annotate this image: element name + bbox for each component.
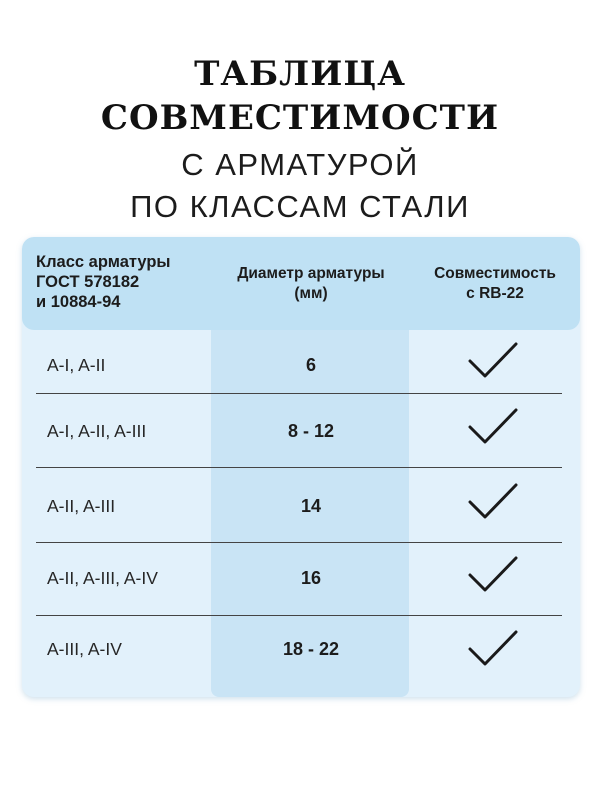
table-row-4-diameter: 16 <box>300 568 322 588</box>
header-class-line-2: ГОСТ 578182 <box>36 273 140 291</box>
table-row-1-class: A-I, A-II <box>47 355 106 375</box>
table-row-3-diameter: 14 <box>300 496 322 516</box>
table-row-4-class: A-II, A-III, A-IV <box>47 568 158 588</box>
check-icon <box>468 629 520 669</box>
row-divider <box>36 467 562 468</box>
table-row-2-diameter: 8 - 12 <box>287 421 335 441</box>
row-divider <box>36 542 562 543</box>
header-class <box>36 252 211 312</box>
page-title: ТАБЛИЦА СОВМЕСТИМОСТИ <box>100 54 500 138</box>
table-row-3-class: A-II, A-III <box>47 496 116 516</box>
title-block <box>0 52 600 228</box>
header-diameter <box>212 264 410 304</box>
table-row-5-class: A-III, A-IV <box>47 639 122 659</box>
header-class-line-1: Класс арматуры <box>36 253 171 271</box>
compatibility-table <box>22 237 580 697</box>
row-divider <box>36 615 562 616</box>
check-icon <box>468 555 520 595</box>
header-diameter-line-2: (мм) <box>294 285 328 302</box>
table-row-1-diameter: 6 <box>305 355 316 375</box>
header-diameter-line-1: Диаметр арматуры <box>237 265 385 282</box>
header-compat-line-1: Совместимость <box>434 265 556 282</box>
row-divider <box>36 393 562 394</box>
table-row-2-class: A-I, A-II, A-III <box>47 421 147 441</box>
check-icon <box>468 407 520 447</box>
page-subtitle-line-1: С АРМАТУРОЙ <box>181 147 419 182</box>
page-subtitle-line-2: ПО КЛАССАМ СТАЛИ <box>130 189 470 224</box>
check-icon <box>468 341 520 381</box>
table-header <box>22 237 580 330</box>
table-row-5-diameter: 18 - 22 <box>282 639 340 659</box>
header-compatibility <box>410 264 580 304</box>
header-class-line-3: и 10884-94 <box>36 293 121 311</box>
check-icon <box>468 482 520 522</box>
header-compat-line-2: с RB-22 <box>466 285 524 302</box>
